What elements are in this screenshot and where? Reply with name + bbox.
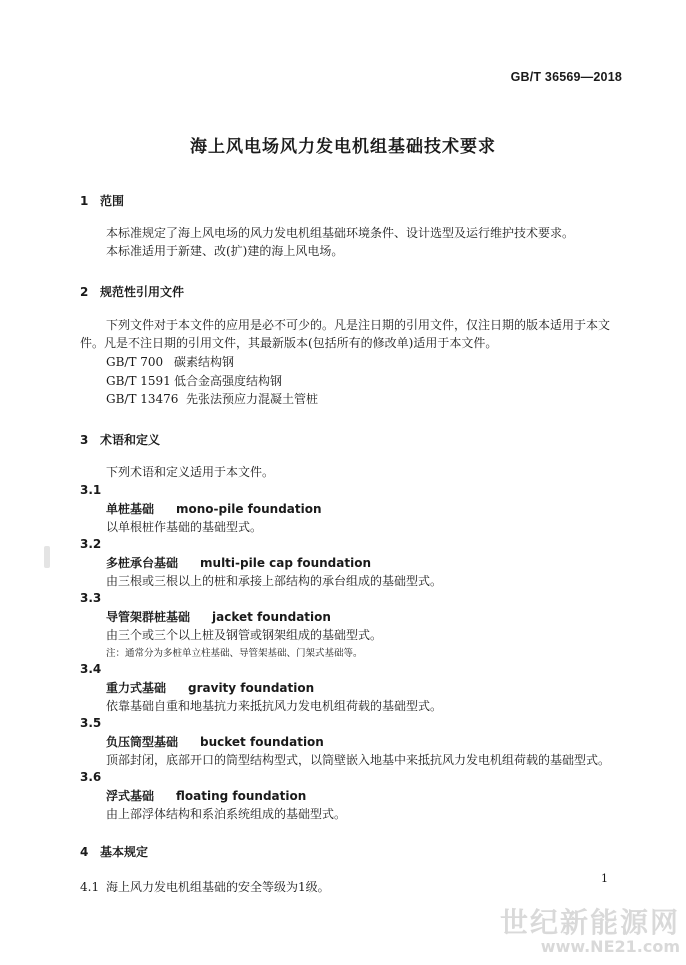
term-definition: 由上部浮体结构和系泊系统组成的基础型式。 <box>106 807 347 821</box>
term-number: 3.1 <box>80 483 102 497</box>
section-4-heading <box>80 843 148 860</box>
term-chinese: 导管架群桩基础 <box>106 610 191 624</box>
watermark-text: 世纪新能源网 <box>499 906 680 939</box>
term-english: floating foundation <box>176 789 307 803</box>
scope-paragraph-2: 本标准适用于新建、改(扩)建的海上风电场。 <box>106 244 344 258</box>
section-title: 范围 <box>100 194 125 208</box>
reference-name: 先张法预应力混凝土管桩 <box>186 392 319 406</box>
term-definition: 顶部封闭，底部开口的筒型结构型式，以筒壁嵌入地基中来抵抗风力发电机组荷载的基础型式。 <box>106 753 611 767</box>
term-heading <box>106 500 322 517</box>
section-3-heading <box>80 431 160 448</box>
terms-intro: 下列术语和定义适用于本文件。 <box>106 465 275 479</box>
reference-name: 低合金高强度结构钢 <box>174 374 283 388</box>
section-title: 术语和定义 <box>100 433 161 447</box>
section-number: 4 <box>80 845 89 859</box>
page-number: 1 <box>601 872 608 885</box>
section-title: 基本规定 <box>100 845 149 859</box>
watermark-url: www.NE21.com <box>540 937 680 956</box>
term-english: gravity foundation <box>188 681 315 695</box>
term-number: 3.2 <box>80 537 102 551</box>
term-heading <box>106 608 331 625</box>
clause-number: 4.1 <box>80 880 100 894</box>
term-chinese: 单桩基础 <box>106 502 155 516</box>
references-intro-line-1: 下列文件对于本文件的应用是必不可少的。凡是注日期的引用文件，仅注日期的版本适用于本文 <box>106 318 611 332</box>
section-2-heading <box>80 283 184 300</box>
term-number: 3.4 <box>80 662 102 676</box>
term-definition: 由三根或三根以上的桩和承接上部结构的承台组成的基础型式。 <box>106 574 443 588</box>
watermark <box>500 908 680 956</box>
section-number: 3 <box>80 433 89 447</box>
section-1-heading <box>80 192 124 209</box>
term-number: 3.5 <box>80 716 102 730</box>
reference-item <box>106 390 318 407</box>
term-english: bucket foundation <box>200 735 324 749</box>
scan-mark <box>44 546 50 568</box>
reference-code: GB/T 13476 <box>106 392 179 406</box>
references-intro-line-2: 件。凡是不注日期的引用文件，其最新版本(包括所有的修改单)适用于本文件。 <box>80 336 498 350</box>
term-number: 3.3 <box>80 591 102 605</box>
section-title: 规范性引用文件 <box>100 285 185 299</box>
reference-item <box>106 372 282 389</box>
term-heading <box>106 554 371 571</box>
term-definition: 以单根桩作基础的基础型式。 <box>106 520 263 534</box>
document-title: 海上风电场风力发电机组基础技术要求 <box>190 137 496 157</box>
section-number: 1 <box>80 194 89 208</box>
term-definition: 依靠基础自重和地基抗力来抵抗风力发电机组荷载的基础型式。 <box>106 699 443 713</box>
term-chinese: 负压筒型基础 <box>106 735 179 749</box>
section-number: 2 <box>80 285 89 299</box>
term-heading <box>106 679 314 696</box>
reference-code: GB/T 700 <box>106 355 164 369</box>
term-heading <box>106 787 306 804</box>
term-chinese: 多桩承台基础 <box>106 556 179 570</box>
term-english: mono-pile foundation <box>176 502 322 516</box>
term-number: 3.6 <box>80 770 102 784</box>
clause-4-1 <box>80 878 330 896</box>
term-chinese: 浮式基础 <box>106 789 155 803</box>
term-english: jacket foundation <box>212 610 331 624</box>
term-chinese: 重力式基础 <box>106 681 167 695</box>
scope-paragraph-1: 本标准规定了海上风电场的风力发电机组基础环境条件、设计选型及运行维护技术要求。 <box>106 226 575 240</box>
reference-name: 碳素结构钢 <box>174 355 235 369</box>
term-note: 注：通常分为多桩单立柱基础、导管架基础、门架式基础等。 <box>106 648 363 659</box>
term-english: multi-pile cap foundation <box>200 556 371 570</box>
standard-number: GB/T 36569—2018 <box>510 70 622 84</box>
reference-code: GB/T 1591 <box>106 374 171 388</box>
term-definition: 由三个或三个以上桩及钢管或钢架组成的基础型式。 <box>106 628 383 642</box>
term-heading <box>106 733 324 750</box>
reference-item <box>106 353 234 370</box>
clause-text: 海上风力发电机组基础的安全等级为1级。 <box>106 880 330 894</box>
